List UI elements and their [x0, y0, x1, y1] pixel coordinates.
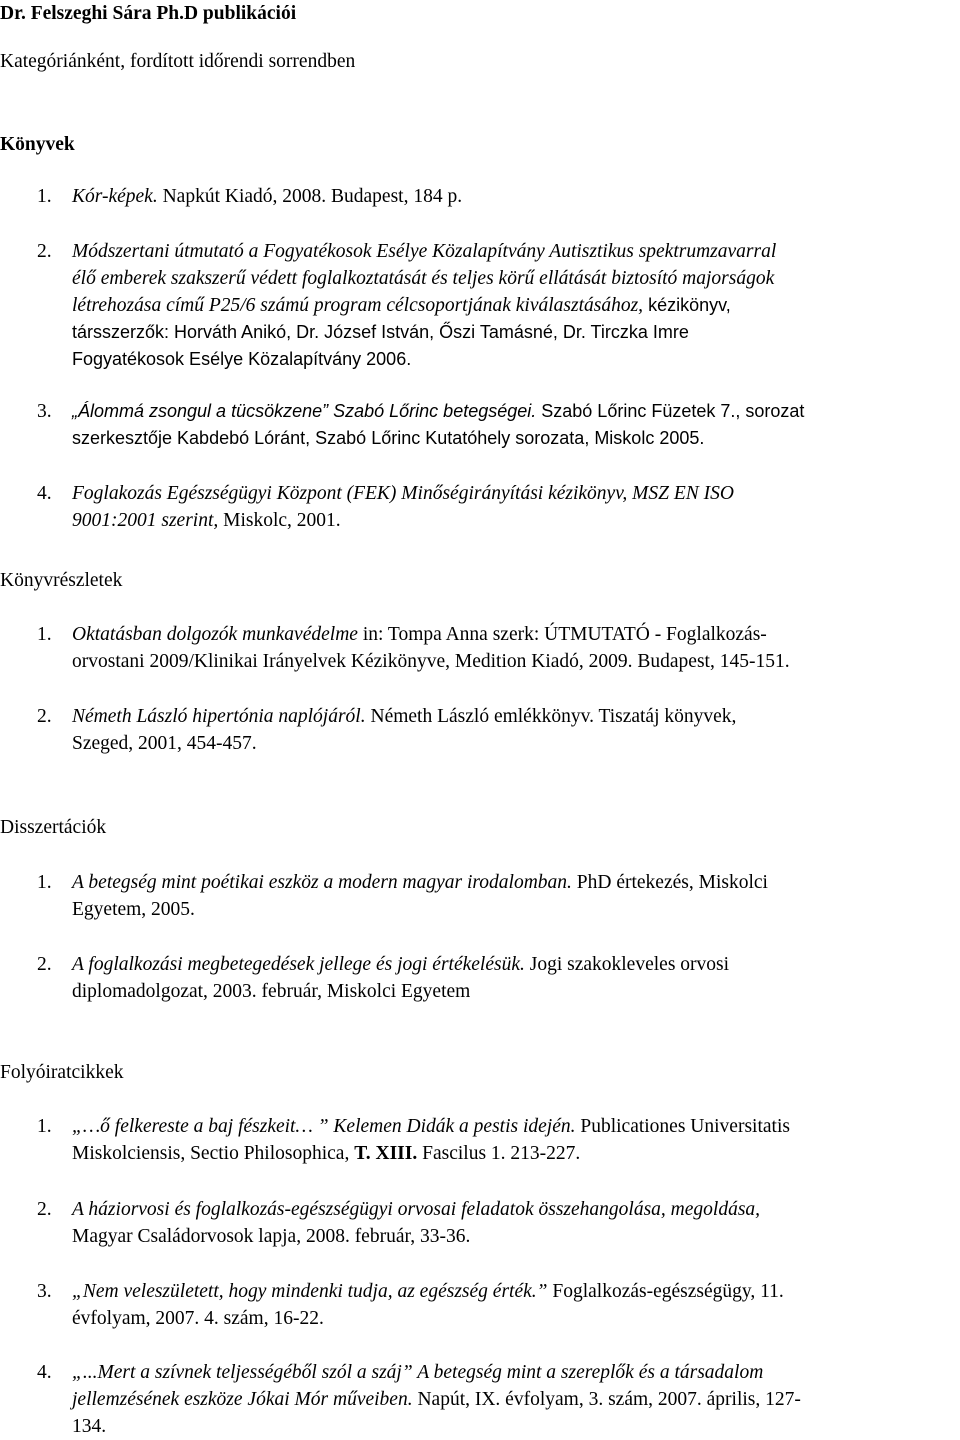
page-title: Dr. Felszeghi Sára Ph.D publikációi	[0, 3, 297, 24]
item-number: 4.	[37, 1362, 52, 1383]
item-line	[72, 1113, 952, 1140]
section-heading-articles: Folyóiratcikkek	[0, 1062, 124, 1083]
item-number: 1.	[37, 872, 52, 893]
item-segment: Fascilus 1. 213-227.	[417, 1143, 581, 1164]
item-line	[72, 238, 952, 265]
item-line	[72, 896, 952, 923]
item-line	[72, 183, 952, 210]
item-segment: „…ő felkereste a baj fészkeit… ” Kelemen Didák a pestis idején.	[72, 1116, 576, 1137]
item-segment: Kór-képek.	[72, 186, 158, 207]
item-segment: Foglakozás Egészségügyi Központ (FEK) Minőségirányítási kézikönyv, MSZ EN ISO	[72, 483, 735, 504]
item-line	[72, 1413, 952, 1440]
item-segment: Németh László hipertónia naplójáról.	[72, 706, 366, 727]
item-segment: Miskolc, 2001.	[218, 510, 341, 531]
item-segment: „Álommá zsongul a tücsökzene” Szabó Lőrinc betegségei.	[72, 401, 537, 421]
item-segment: Németh László emlékkönyv. Tiszatáj könyvek,	[365, 706, 737, 727]
section-heading-dissertations: Disszertációk	[0, 817, 107, 838]
item-segment: A betegség mint poétikai eszköz a modern magyar irodalomban.	[72, 872, 572, 893]
item-segment: Publicationes Universitatis	[575, 1116, 790, 1137]
item-text	[72, 869, 952, 923]
item-line	[72, 1359, 952, 1386]
item-text	[72, 1113, 952, 1167]
item-segment: „...Mert a szívnek teljességéből szól a száj” A betegség mint a szereplők és a társadalom	[72, 1362, 764, 1383]
item-segment: A foglalkozási megbetegedések jellege és jogi értékelésük.	[72, 954, 525, 975]
item-segment: Napút, IX. évfolyam, 3. szám, 2007. április, 127-	[412, 1389, 801, 1410]
item-line	[72, 319, 952, 346]
item-number: 3.	[37, 401, 52, 422]
item-segment: Szabó Lőrinc Füzetek 7., sorozat	[536, 401, 805, 421]
item-segment: Foglalkozás-egészségügy, 11.	[547, 1281, 784, 1302]
item-segment: Oktatásban dolgozók munkavédelme	[72, 624, 358, 645]
item-line	[72, 730, 952, 757]
item-line	[72, 703, 952, 730]
item-number: 1.	[37, 624, 52, 645]
item-line	[72, 951, 952, 978]
item-line	[72, 1140, 952, 1167]
item-text	[72, 703, 952, 757]
item-number: 1.	[37, 1116, 52, 1137]
item-text	[72, 480, 952, 534]
item-segment: „Nem veleszületett, hogy mindenki tudja, az egészség érték.”	[72, 1281, 548, 1302]
item-text	[72, 1278, 952, 1332]
item-segment: Fogyatékosok Esélye Közalapítvány 2006.	[72, 349, 412, 369]
item-segment: Módszertani útmutató a Fogyatékosok Esélye Közalapítvány Autisztikus spektrumzavarral	[72, 241, 777, 262]
item-segment: 9001:2001 szerint,	[72, 510, 219, 531]
item-segment: kézikönyv,	[643, 295, 731, 315]
item-text	[72, 238, 952, 373]
item-segment: orvostani 2009/Klinikai Irányelvek Kézikönyve, Medition Kiadó, 2009. Budapest, 145-151.	[72, 651, 790, 672]
section-heading-books: Könyvek	[0, 134, 75, 155]
item-line	[72, 1223, 952, 1250]
item-line	[72, 425, 952, 452]
item-line	[72, 480, 952, 507]
page-subtitle: Kategóriánként, fordított időrendi sorrendben	[0, 51, 356, 72]
item-line	[72, 346, 952, 373]
item-segment: Egyetem, 2005.	[72, 899, 195, 920]
item-segment: A háziorvosi és foglalkozás-egészségügyi orvosai feladatok összehangolása, megoldása,	[72, 1199, 761, 1220]
item-segment: szerkesztője Kabdebó Lóránt, Szabó Lőrinc Kutatóhely sorozata, Miskolc 2005.	[72, 428, 705, 448]
item-line	[72, 978, 952, 1005]
item-number: 2.	[37, 1199, 52, 1220]
item-number: 2.	[37, 706, 52, 727]
item-line	[72, 648, 952, 675]
item-segment: létrehozása című P25/6 számú program célcsoportjának kiválasztásához,	[72, 295, 644, 316]
item-segment: Miskolciensis, Sectio Philosophica,	[72, 1143, 355, 1164]
item-text	[72, 621, 952, 675]
item-segment: élő emberek szakszerű védett foglalkoztatását és teljes körű ellátását biztosító majorságok	[72, 268, 775, 289]
item-segment: Szeged, 2001, 454-457.	[72, 733, 257, 754]
item-line	[72, 1278, 952, 1305]
item-segment: T. XIII.	[354, 1143, 418, 1164]
item-segment: 134.	[72, 1416, 107, 1437]
item-segment: társszerzők: Horváth Anikó, Dr. József István, Őszi Tamásné, Dr. Tirczka Imre	[72, 322, 689, 342]
item-line	[72, 1386, 952, 1413]
item-number: 2.	[37, 954, 52, 975]
section-heading-chapters: Könyvrészletek	[0, 570, 123, 591]
item-number: 4.	[37, 483, 52, 504]
item-number: 3.	[37, 1281, 52, 1302]
item-text	[72, 1359, 952, 1440]
item-line	[72, 265, 952, 292]
item-segment: PhD értekezés, Miskolci	[571, 872, 768, 893]
item-line	[72, 507, 952, 534]
item-segment: Jogi szakokleveles orvosi	[524, 954, 730, 975]
item-segment: Napkút Kiadó, 2008. Budapest, 184 p.	[157, 186, 463, 207]
item-text	[72, 398, 952, 452]
item-number: 1.	[37, 186, 52, 207]
item-text	[72, 1196, 952, 1250]
item-line	[72, 869, 952, 896]
item-segment: in: Tompa Anna szerk: ÚTMUTATÓ - Foglalkozás-	[357, 624, 767, 645]
item-line	[72, 1196, 952, 1223]
item-segment: évfolyam, 2007. 4. szám, 16-22.	[72, 1308, 324, 1329]
item-segment: diplomadolgozat, 2003. február, Miskolci Egyetem	[72, 981, 471, 1002]
item-line	[72, 621, 952, 648]
item-line	[72, 1305, 952, 1332]
item-text	[72, 951, 952, 1005]
item-number: 2.	[37, 241, 52, 262]
item-segment: Magyar Családorvosok lapja, 2008. február, 33-36.	[72, 1226, 471, 1247]
item-line	[72, 398, 952, 425]
item-line	[72, 292, 952, 319]
item-text	[72, 183, 952, 210]
item-segment: jellemzésének eszköze Jókai Mór műveiben.	[72, 1389, 413, 1410]
